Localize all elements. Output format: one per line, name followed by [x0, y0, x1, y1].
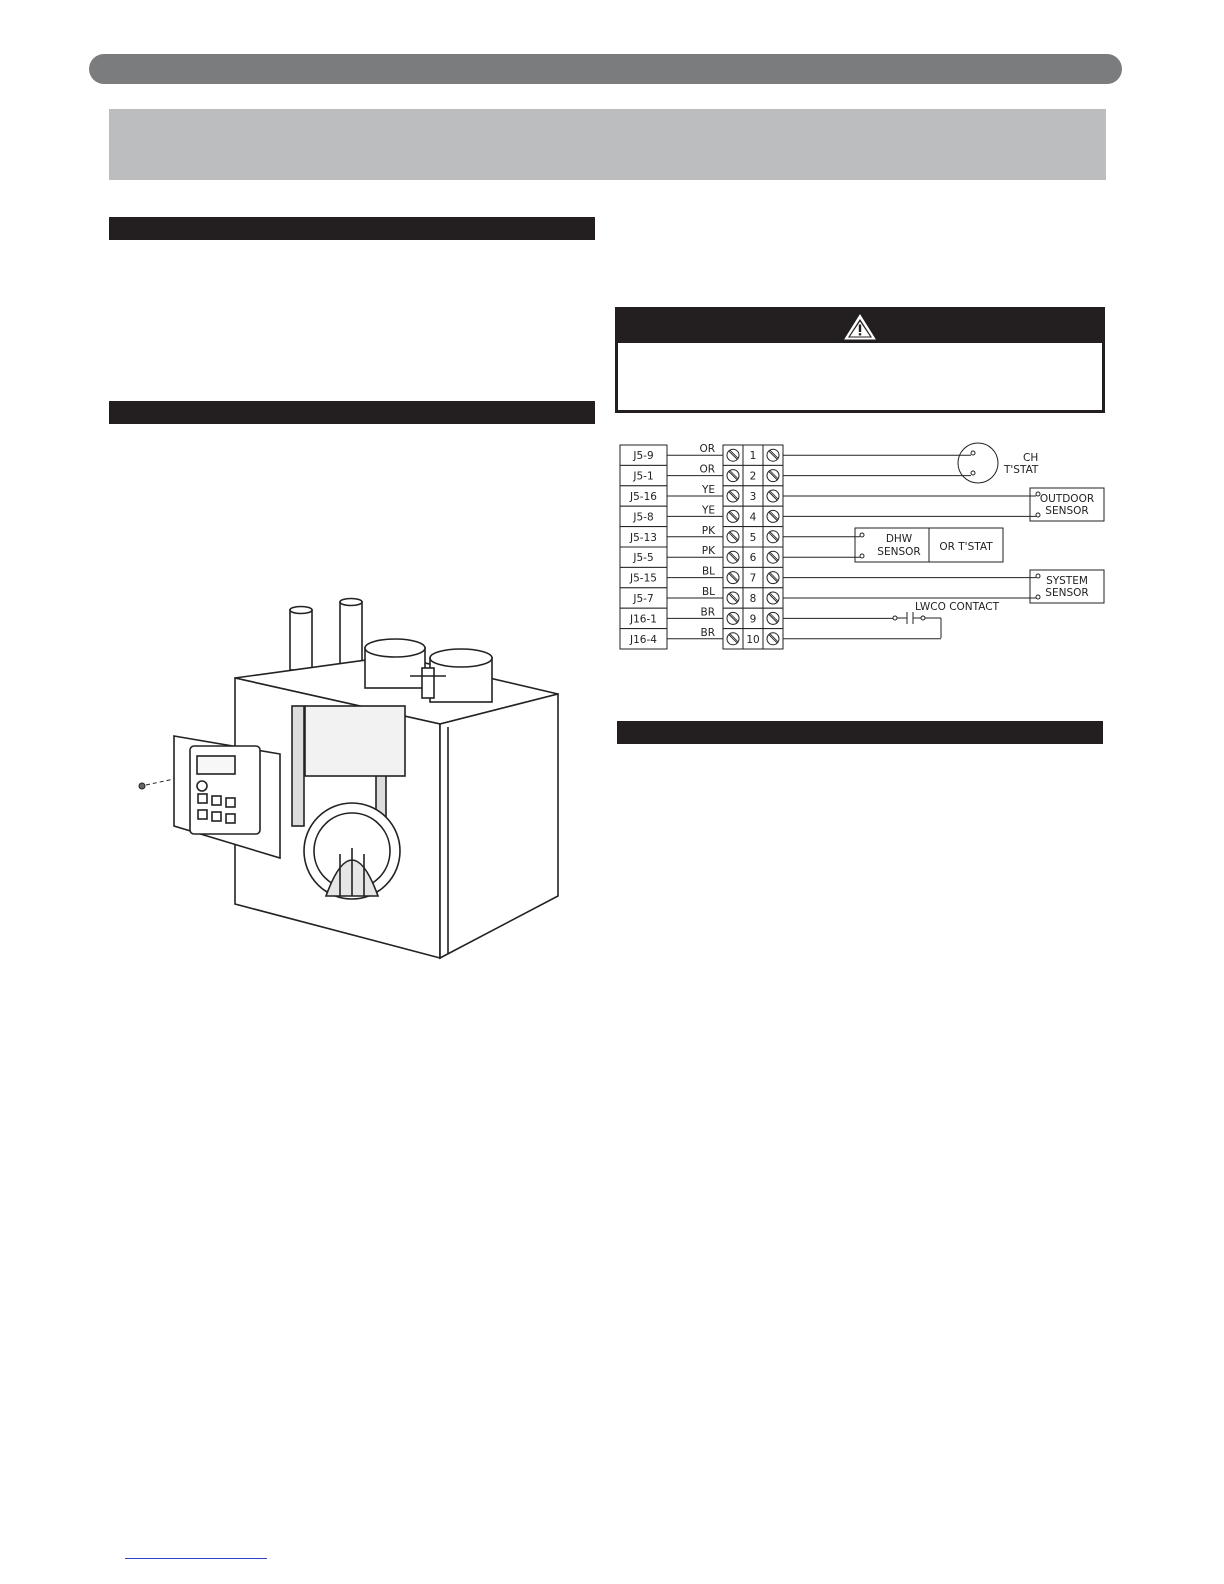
flue-pipe-right [340, 602, 362, 664]
wire-color-label: PK [701, 545, 715, 558]
ch-tstat-label-2: T'STAT [1004, 464, 1039, 476]
wire-color-label: OR [699, 463, 715, 476]
terminal-number: 5 [749, 531, 757, 544]
outdoor-sensor-label-1: OUTDOOR [1039, 493, 1095, 505]
terminal-number: 6 [749, 552, 757, 565]
wiring-row [620, 627, 941, 649]
section-heading-bar-2 [109, 401, 595, 424]
wire-color-label: BL [701, 565, 715, 578]
connector-label: J5-9 [633, 450, 654, 463]
flue-pipe-left [290, 610, 312, 670]
wiring-row [620, 525, 860, 547]
boiler-illustration [130, 596, 570, 962]
warning-box [615, 307, 1105, 413]
terminal-number: 1 [749, 450, 757, 463]
ch-tstat-symbol [958, 443, 998, 483]
dhw-sensor-label-2: SENSOR [877, 546, 921, 558]
wiring-row [620, 504, 1036, 526]
footer-link-underline [125, 1558, 267, 1559]
dhw-sensor-label-1: DHW [885, 533, 913, 545]
wire-color-label: YE [701, 504, 715, 517]
terminal-number: 4 [749, 511, 757, 524]
ch-tstat-terminal-1 [971, 451, 975, 455]
connector-label: J5-7 [633, 593, 654, 605]
connector-label: J5-8 [633, 511, 654, 524]
connector-label: J16-1 [630, 613, 657, 626]
boiler-side-panel [440, 694, 558, 958]
wiring-row [620, 464, 971, 486]
terminal-number: 7 [749, 572, 757, 585]
connector-label: J5-15 [630, 572, 657, 585]
connector-label: J16-4 [630, 633, 657, 646]
control-screen [197, 756, 235, 774]
terminal-number: 10 [746, 633, 760, 646]
outdoor-sensor-label-2: SENSOR [1045, 505, 1089, 517]
connector-label: J5-13 [630, 531, 657, 544]
lwco-contact-label: LWCO CONTACT [915, 601, 999, 613]
ch-tstat-terminal-2 [971, 471, 975, 475]
system-sensor-label-2: SENSOR [1045, 587, 1089, 599]
dhw-alt-label: OR T'STAT [939, 541, 993, 553]
connector-label: J5-5 [633, 552, 654, 565]
wire-color-label: BL [701, 586, 715, 598]
wiring-diagram [615, 440, 1110, 655]
screw-icon [139, 783, 145, 789]
system-sensor-label-1: SYSTEM [1046, 575, 1088, 587]
wiring-row [620, 545, 860, 567]
wiring-row [620, 484, 1036, 506]
ch-tstat-label-1: CH [1023, 452, 1039, 464]
wiring-row [620, 606, 893, 628]
wiring-row [620, 443, 971, 465]
terminal-number: 2 [749, 470, 757, 483]
connector-label: J5-16 [630, 491, 657, 503]
warning-header [618, 310, 1102, 343]
wire-color-label: BR [700, 626, 715, 639]
connector-label: J5-1 [633, 470, 654, 483]
terminal-number: 9 [749, 613, 757, 626]
terminal-number: 8 [749, 593, 757, 605]
section-heading-bar-3 [617, 721, 1103, 744]
wire-color-label: OR [699, 443, 715, 456]
section-heading-bar-1 [109, 217, 595, 240]
wire-color-label: PK [701, 524, 715, 537]
wiring-row [620, 566, 1036, 588]
wire-color-label: BR [700, 606, 715, 619]
terminal-number: 3 [749, 491, 757, 503]
warning-triangle-icon [843, 313, 877, 341]
wire-color-label: YE [701, 484, 715, 496]
page-header-bar [89, 54, 1122, 84]
lwco-contact-symbol [893, 612, 941, 638]
title-band [109, 109, 1106, 180]
